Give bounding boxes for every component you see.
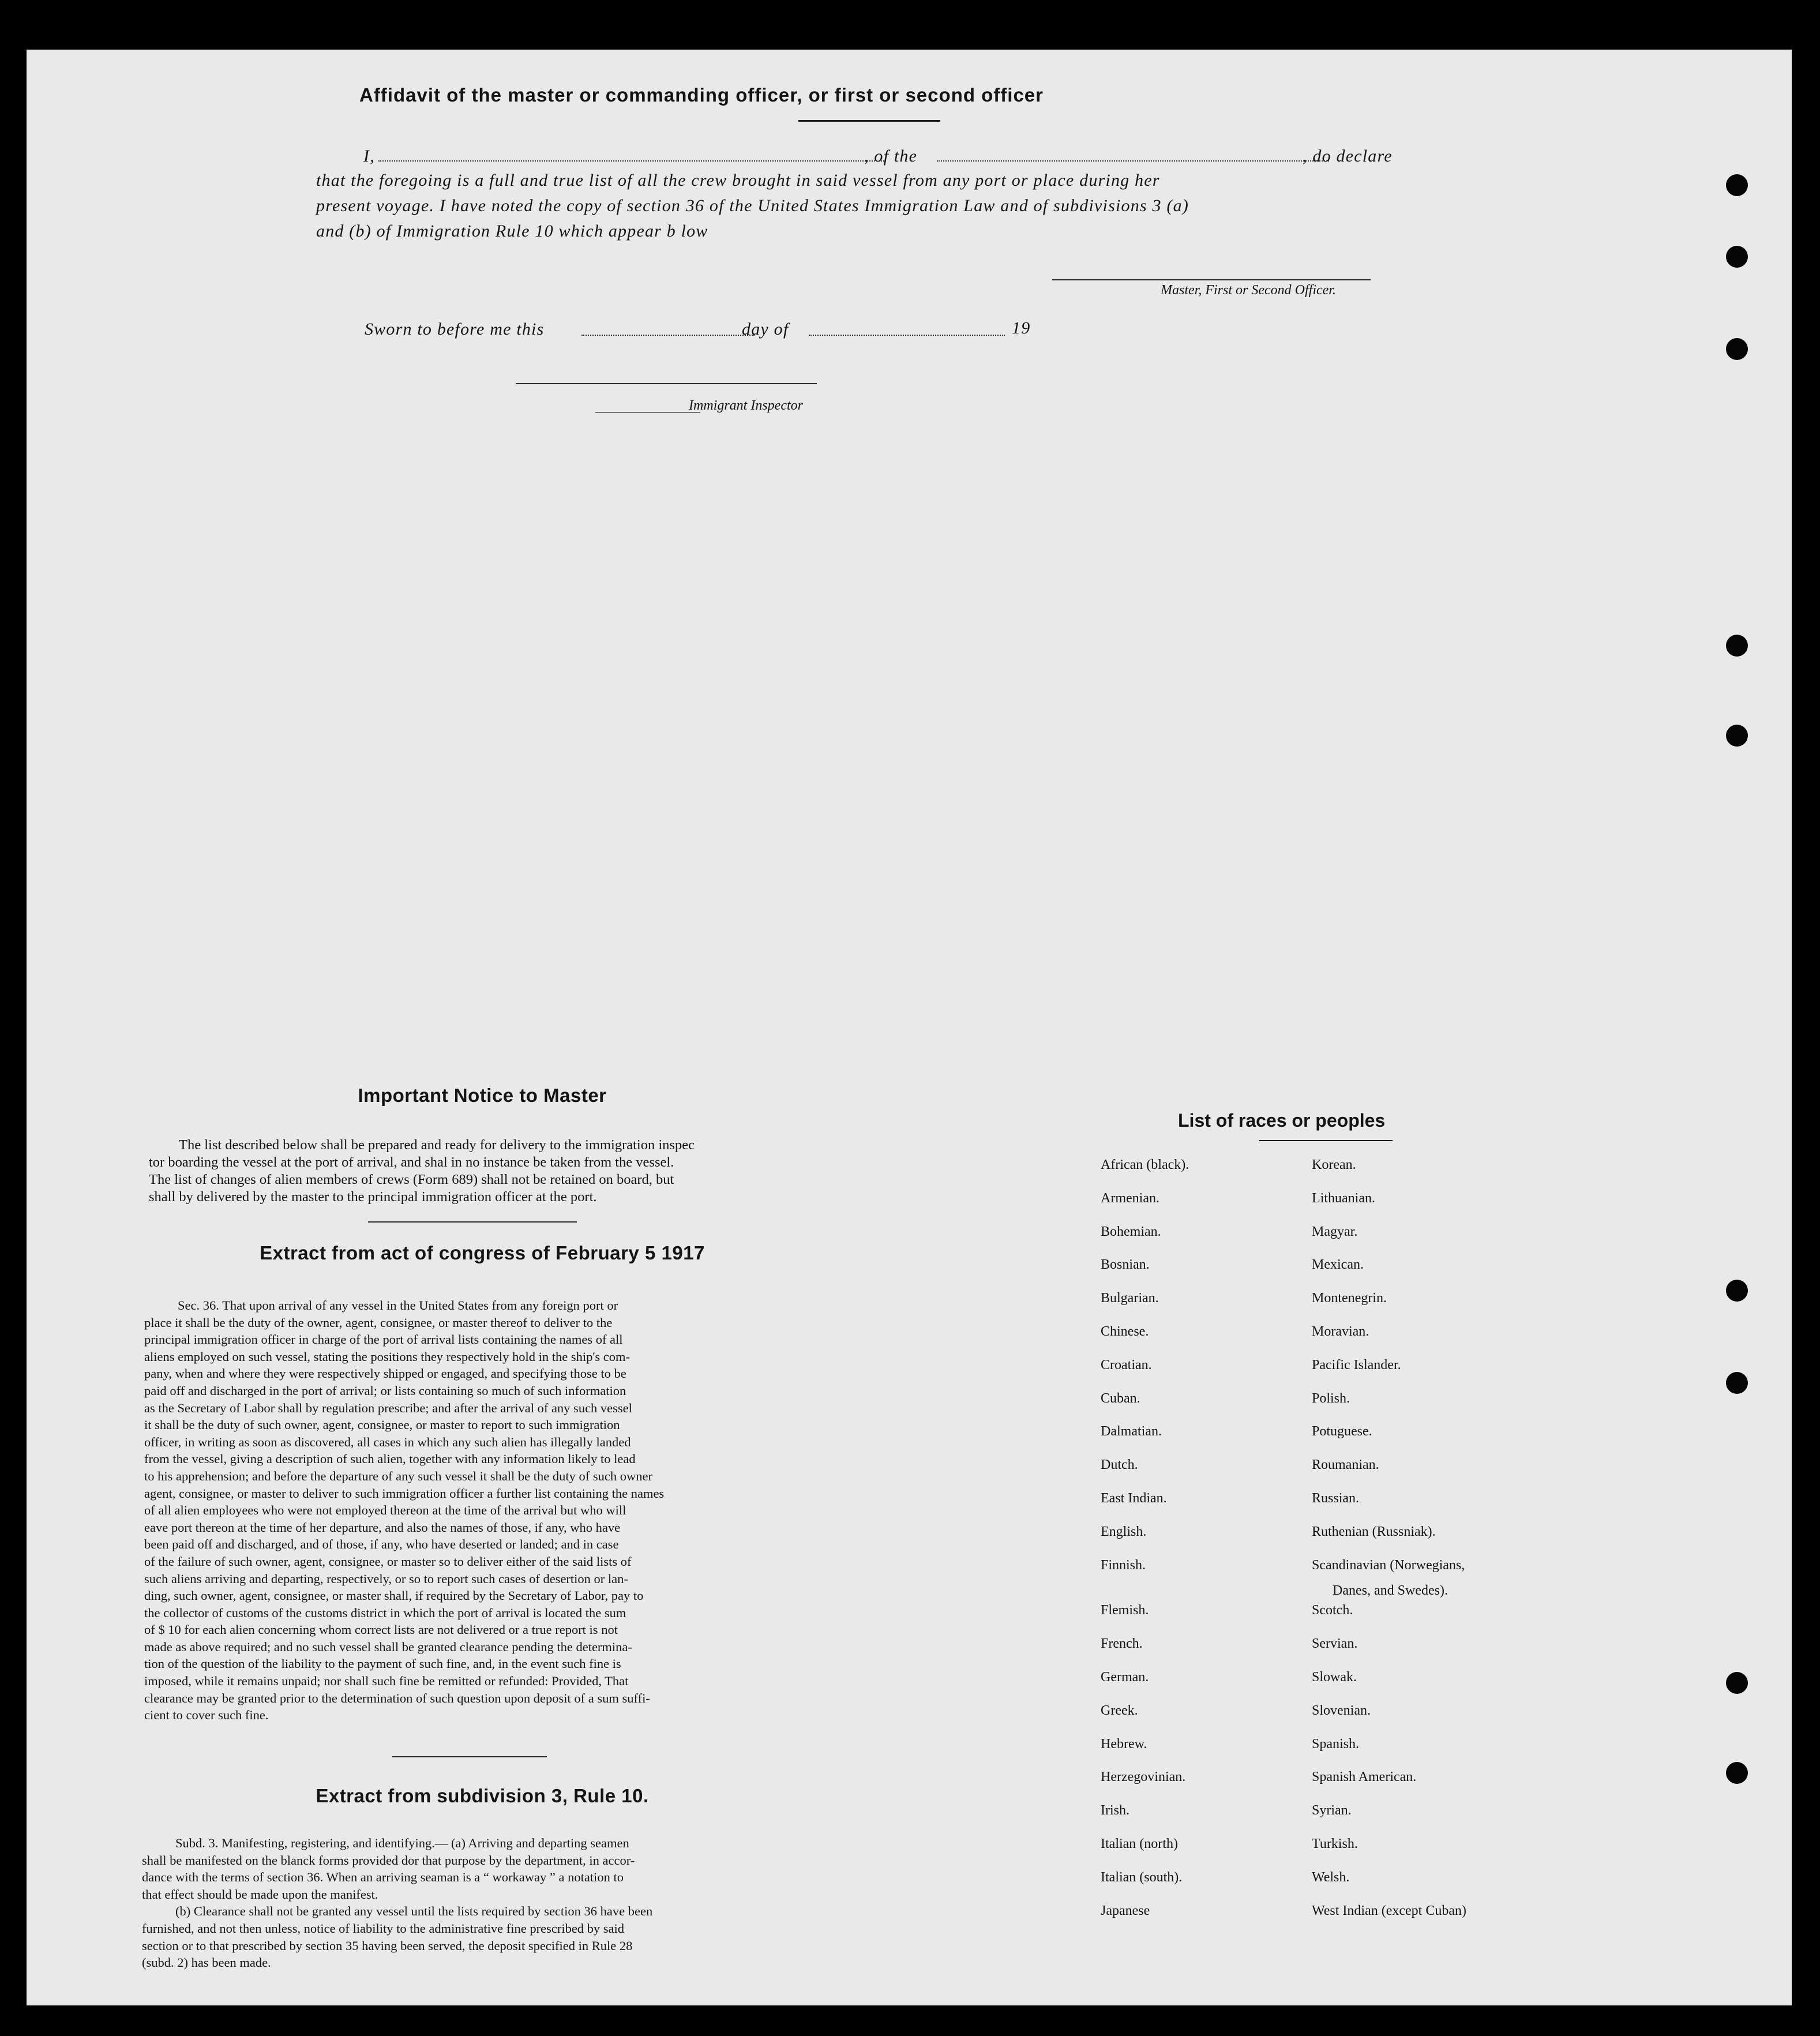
title-underline bbox=[798, 120, 940, 122]
act-body bbox=[144, 1297, 823, 1724]
race-item: Lithuanian. bbox=[1312, 1190, 1375, 1206]
race-item: Herzegovinian. bbox=[1101, 1769, 1186, 1785]
race-item: Flemish. bbox=[1101, 1603, 1149, 1618]
act-line: from the vessel, giving a description of such alien, together with any information likely to lead bbox=[144, 1452, 636, 1467]
race-item: Cuban. bbox=[1101, 1390, 1140, 1406]
rule-line: furnished, and not then unless, notice of liability to the administrative fine prescribed by said bbox=[142, 1921, 625, 1936]
rule-line: Subd. 3. Manifesting, registering, and identifying.— (a) Arriving and departing seamen bbox=[175, 1836, 629, 1850]
act-line: to his apprehension; and before the departure of any such vessel it shall be the duty of such owner bbox=[144, 1468, 652, 1483]
act-line: officer, in writing as soon as discovered, all cases in which any such alien has illegally landed bbox=[144, 1434, 631, 1449]
race-item: Ruthenian (Russniak). bbox=[1312, 1524, 1436, 1539]
race-item: Hebrew. bbox=[1101, 1736, 1147, 1752]
race-item: French. bbox=[1101, 1636, 1143, 1652]
rule-line: that effect should be made upon the manifest. bbox=[142, 1887, 378, 1902]
act-line: eave port thereon at the time of her departure, and also the names of those, if any, who have bbox=[144, 1520, 621, 1535]
race-item: Magyar. bbox=[1312, 1224, 1358, 1239]
race-item: Italian (north) bbox=[1101, 1836, 1178, 1851]
do-declare-label: , do declare bbox=[1303, 147, 1393, 166]
act-line: clearance may be granted prior to the determination of such question upon deposit of a sum suffi- bbox=[144, 1690, 650, 1705]
act-line: ding, such owner, agent, consignee, or master shall, if required by the Secretary of Labor, pay to bbox=[144, 1588, 644, 1603]
race-item: Russian. bbox=[1312, 1491, 1360, 1506]
race-item: Bohemian. bbox=[1101, 1224, 1161, 1239]
act-line: of all alien employees who were not employed thereon at the time of the arrival but who will bbox=[144, 1503, 626, 1518]
act-line: Sec. 36. That upon arrival of any vessel in the United States from any foreign port or bbox=[178, 1298, 618, 1313]
race-item: Slovenian. bbox=[1312, 1703, 1371, 1718]
sworn-day-blank[interactable] bbox=[581, 335, 755, 336]
race-item: Irish. bbox=[1101, 1803, 1129, 1818]
rule-line: dance with the terms of section 36. When an arriving seaman is a “ workaway ” a notation to bbox=[142, 1870, 624, 1885]
act-line: aliens employed on such vessel, stating the positions they respectively hold in the ship's com- bbox=[144, 1349, 631, 1364]
race-item: Syrian. bbox=[1312, 1803, 1352, 1818]
punch-hole bbox=[1726, 725, 1748, 747]
race-item: Dalmatian. bbox=[1101, 1424, 1162, 1439]
notice-divider bbox=[368, 1221, 577, 1223]
race-item: Montenegrin. bbox=[1312, 1291, 1387, 1306]
act-line: principal immigration officer in charge of the port of arrival lists containing the names of all bbox=[144, 1332, 623, 1347]
punch-hole bbox=[1726, 174, 1748, 196]
punch-hole bbox=[1726, 1672, 1748, 1694]
declarant-name-blank[interactable] bbox=[378, 160, 886, 162]
act-line: such aliens arriving and departing, respectively, or so to report such cases of desertion or lan- bbox=[144, 1571, 628, 1586]
race-item: Scotch. bbox=[1312, 1603, 1353, 1618]
race-item: Spanish. bbox=[1312, 1736, 1360, 1752]
race-item: Armenian. bbox=[1101, 1190, 1159, 1206]
act-line: of the failure of such owner, agent, consignee, or master so to deliver either of the said lists of bbox=[144, 1554, 632, 1569]
race-item: Japanese bbox=[1101, 1903, 1150, 1918]
rule-line: (b) Clearance shall not be granted any vessel until the lists required by section 36 have been bbox=[175, 1904, 653, 1919]
notice-body bbox=[149, 1137, 826, 1206]
race-item: Korean. bbox=[1312, 1157, 1356, 1172]
rule-line: section or to that prescribed by section 35 having been served, the deposit specified in Rule 28 bbox=[142, 1938, 633, 1953]
punch-hole bbox=[1726, 635, 1748, 657]
race-item: Croatian. bbox=[1101, 1357, 1152, 1373]
race-item: Polish. bbox=[1312, 1390, 1350, 1406]
punch-hole bbox=[1726, 1280, 1748, 1302]
act-line: place it shall be the duty of the owner, agent, consignee, or master thereof to deliver to the bbox=[144, 1315, 613, 1330]
race-item: Bosnian. bbox=[1101, 1257, 1150, 1273]
race-item: Servian. bbox=[1312, 1636, 1358, 1652]
race-item: Welsh. bbox=[1312, 1869, 1350, 1885]
affidavit-title: Affidavit of the master or commanding officer, or first or second officer bbox=[359, 84, 1044, 106]
rule-line: shall be manifested on the blanck forms provided dor that purpose by the department, in accor- bbox=[142, 1853, 635, 1868]
notice-line: shall by delivered by the master to the principal immigration officer at the port. bbox=[149, 1189, 597, 1205]
punch-hole bbox=[1726, 338, 1748, 360]
rule-body bbox=[142, 1835, 823, 1971]
races-title-underline bbox=[1259, 1140, 1393, 1141]
race-item: African (black). bbox=[1101, 1157, 1189, 1172]
sworn-text: Sworn to before me this bbox=[365, 320, 545, 339]
declarant-label: I, bbox=[363, 147, 375, 166]
notice-title: Important Notice to Master bbox=[358, 1085, 607, 1106]
rule-line: (subd. 2) has been made. bbox=[142, 1955, 271, 1970]
act-line: been paid off and discharged, and of those, if any, who have deserted or landed; and in case bbox=[144, 1537, 619, 1552]
race-item: Finnish. bbox=[1101, 1557, 1146, 1573]
race-item: Dutch. bbox=[1101, 1457, 1138, 1473]
race-item: Roumanian. bbox=[1312, 1457, 1379, 1473]
act-line: of $ 10 for each alien concerning whom correct lists are not delivered or a true report is not bbox=[144, 1622, 618, 1637]
act-title: Extract from act of congress of February 5 1917 bbox=[260, 1242, 705, 1263]
act-line: tion of the question of the liability to the payment of such fine, and, in the event such fine is bbox=[144, 1656, 621, 1671]
master-signature-line[interactable] bbox=[1052, 279, 1371, 280]
race-item: Pacific Islander. bbox=[1312, 1357, 1401, 1373]
punch-hole bbox=[1726, 246, 1748, 268]
act-line: agent, consignee, or master to deliver to such immigration officer a further list containing the names bbox=[144, 1486, 665, 1501]
race-item: West Indian (except Cuban) bbox=[1312, 1903, 1466, 1918]
notice-line: The list described below shall be prepared and ready for delivery to the immigration inspec bbox=[179, 1137, 695, 1153]
affidavit-line-1: that the foregoing is a full and true list of all the crew brought in said vessel from any port or place during her bbox=[316, 171, 1160, 190]
race-item: Bulgarian. bbox=[1101, 1291, 1159, 1306]
year-prefix: 19 bbox=[1012, 318, 1031, 338]
race-item-continuation: Danes, and Swedes). bbox=[1333, 1583, 1448, 1598]
act-line: it shall be the duty of such owner, agent, consignee, or master to report to such immigration bbox=[144, 1418, 620, 1433]
affidavit-line-3: and (b) of Immigration Rule 10 which appear b low bbox=[316, 222, 708, 241]
race-item: Moravian. bbox=[1312, 1324, 1369, 1339]
notice-line: tor boarding the vessel at the port of arrival, and shal in no instance be taken from the vessel. bbox=[149, 1154, 674, 1170]
race-item: Turkish. bbox=[1312, 1836, 1358, 1851]
sworn-month-blank[interactable] bbox=[809, 335, 1005, 336]
race-item: Slowak. bbox=[1312, 1670, 1357, 1685]
vessel-name-blank[interactable] bbox=[937, 160, 1329, 162]
act-line: imposed, while it remains unpaid; nor shall such fine be remitted or refunded: Provided, That bbox=[144, 1674, 629, 1689]
master-caption: Master, First or Second Officer. bbox=[1161, 283, 1336, 298]
day-of-label: day of bbox=[742, 320, 789, 339]
act-line: cient to cover such fine. bbox=[144, 1708, 269, 1723]
punch-hole bbox=[1726, 1762, 1748, 1784]
inspector-caption: Immigrant Inspector bbox=[689, 398, 803, 413]
document-page bbox=[27, 50, 1792, 2005]
race-item: Greek. bbox=[1101, 1703, 1138, 1718]
race-item: English. bbox=[1101, 1524, 1147, 1539]
act-line: paid off and discharged in the port of arrival; or lists containing so much of such information bbox=[144, 1383, 626, 1398]
act-line: the collector of customs of the customs district in which the port of arrival is located the sum bbox=[144, 1605, 626, 1620]
race-item: Chinese. bbox=[1101, 1324, 1149, 1339]
race-item: East Indian. bbox=[1101, 1491, 1167, 1506]
race-item: Mexican. bbox=[1312, 1257, 1364, 1273]
act-divider bbox=[392, 1756, 547, 1757]
race-item: Spanish American. bbox=[1312, 1769, 1417, 1785]
race-item: Italian (south). bbox=[1101, 1869, 1183, 1885]
races-title: List of races or peoples bbox=[1178, 1110, 1386, 1131]
race-item: Scandinavian (Norwegians, bbox=[1312, 1557, 1465, 1573]
punch-hole bbox=[1726, 1372, 1748, 1394]
affidavit-line-2: present voyage. I have noted the copy of section 36 of the United States Immigration Law and of subdivisions 3 (a) bbox=[316, 196, 1189, 215]
act-line: as the Secretary of Labor shall by regulation prescribe; and after the arrival of any such vessel bbox=[144, 1400, 632, 1415]
notice-line: The list of changes of alien members of crews (Form 689) shall not be retained on board, but bbox=[149, 1172, 674, 1187]
act-line: made as above required; and no such vessel shall be granted clearance pending the determina- bbox=[144, 1639, 632, 1654]
of-the-label: , of the bbox=[864, 147, 918, 166]
inspector-signature-line[interactable] bbox=[516, 383, 817, 384]
act-line: pany, when and where they were respectively shipped or engaged, and specifying those to be bbox=[144, 1366, 626, 1381]
race-item: Potuguese. bbox=[1312, 1424, 1372, 1439]
inspector-dash bbox=[595, 412, 700, 413]
rule-title: Extract from subdivision 3, Rule 10. bbox=[316, 1785, 649, 1806]
race-item: German. bbox=[1101, 1670, 1149, 1685]
